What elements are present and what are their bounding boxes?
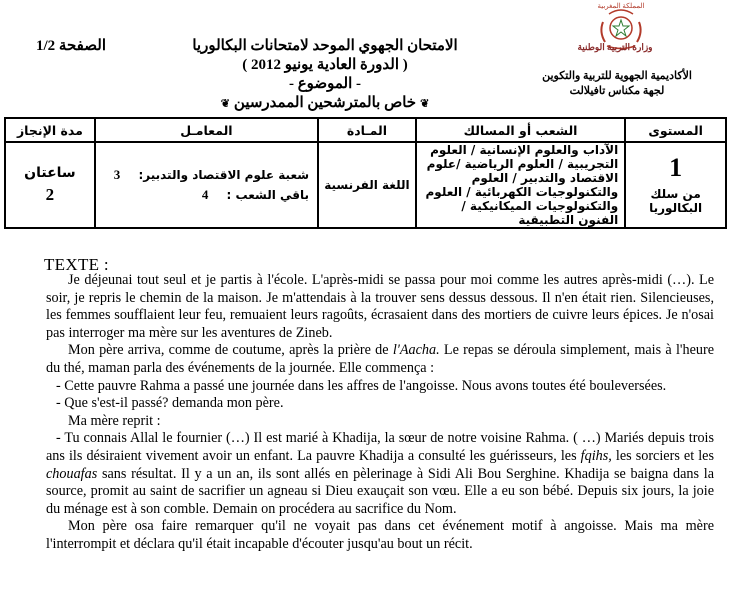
duration-number: 2 <box>45 185 55 204</box>
paragraph-5: Ma mère reprit : <box>68 412 161 429</box>
header-duration: مدة الإنجاز <box>5 118 95 142</box>
paragraph-3: - Cette pauvre Rahma a passé une journée dans les affres de l'angoisse. Nous avons toutes été bouleversées. <box>56 377 667 394</box>
duration-text: ساعتان <box>24 165 76 181</box>
paragraph-6-chouafas: chouafas <box>46 465 98 482</box>
paragraph-7: Mon père osa faire remarquer qu'il ne voyait pas dans cet événement motif à angoisse. Mais ma mère l'interrompit et déclara qu'il était incapable d'écouter jusqu'au bout un récit. <box>46 518 714 552</box>
paragraph-1: Je déjeunai tout seul et je partis à l'école. L'après-midi se passa pour moi comme les autres après-midi (…). Le soir, je repris le chemin de la maison. Je m'attendais à la trouver sens dessus dessous. Il n'en était rien. Silencieuses, les femmes soufflaient leur feu, remuaient leurs ragoûts, écrasaient dans des mortiers de cuivre leurs épices. Je n'osai pas interroger ma mère sur les aventures de Zineb. <box>46 272 714 341</box>
academy-line-2: لجهة مكناس تافيلالت <box>569 85 665 97</box>
table-header-row <box>5 118 726 142</box>
paragraph-2 <box>46 342 714 377</box>
paragraph-6-fqihs: fqihs, <box>580 447 612 464</box>
academy-line-1: الأكاديمية الجهوية للتربية والتكوين <box>542 70 692 82</box>
text-heading: TEXTE : <box>44 255 109 274</box>
cell-duration <box>5 142 95 228</box>
paragraph-2-part-a: Mon père arriva, comme de coutume, après la prière de <box>68 342 393 359</box>
level-number: 1 <box>669 153 683 182</box>
header-coefficient: المعامـل <box>95 118 318 142</box>
table-row <box>5 142 726 228</box>
level-text: من سلك البكالوريا <box>649 187 703 215</box>
coef-others-value: 4 <box>201 187 209 202</box>
title-line-3: - الموضوع - <box>288 76 362 92</box>
exam-header <box>0 0 731 116</box>
page-word: الصفحة <box>58 38 106 54</box>
header-streams: الشعب أو المسالك <box>416 118 625 142</box>
reading-passage <box>46 272 714 554</box>
paragraph-4: - Que s'est-il passé? demanda mon père. <box>56 395 284 412</box>
coef-economics-value: 3 <box>113 167 121 182</box>
paragraph-6 <box>46 430 714 518</box>
header-level: المستوى <box>625 118 726 142</box>
cell-coefficient <box>95 142 318 228</box>
kingdom-caption: المملكة المغربية <box>597 2 645 10</box>
cell-subject: اللغة الفرنسية <box>318 142 416 228</box>
header-subject: المـادة <box>318 118 416 142</box>
cell-level <box>625 142 726 228</box>
paragraph-2-part-b: Le repas se déroula simplement, mais à l'heure du thé, maman parla des événements de la journée. Elle commença : <box>46 342 714 376</box>
paragraph-2-italic: l'Aacha. <box>392 342 440 359</box>
coef-others-label: باقي الشعب : <box>226 188 310 202</box>
ministry-name: وزارة التربية الوطنية <box>577 42 653 52</box>
title-line-1: الامتحان الجهوي الموحد لامتحانات البكالوريا <box>192 38 458 54</box>
paragraph-6-part-a: - Tu connais Allal le fournier (…) Il est marié à Khadija, la sœur de notre voisine Rahma. ( …) Mariés depuis trois ans ils désiraient vivement avoir un enfant. La pauvre Khadija a consulté les guérisseurs, les <box>46 430 714 464</box>
paragraph-6-part-c: sans résultat. Il y a un an, ils sont allés en pèlerinage à Sidi Ali Bou Serghine. Khadija se baigna dans la source, promit au saint de sacrifier un agneau si Dieu exauçait son vœu. Elle a eu son bébé. Depuis six jours, la joie du ménage est à son comble. Demain on procédera au sacrifice du Nom. <box>46 465 714 517</box>
exam-info-table <box>4 117 727 229</box>
title-line-4: ❦ خاص بالمترشحين الممدرسين ❦ <box>160 94 490 114</box>
title-line-2: ( الدورة العادية يونيو 2012 ) <box>242 57 408 73</box>
academy-name <box>517 69 717 99</box>
coef-economics-label: شعبة علوم الاقتصاد والتدبير: <box>138 168 310 182</box>
exam-title <box>160 37 490 114</box>
page-number: 1/2 <box>36 38 56 54</box>
paragraph-6-part-b: les sorciers et les <box>611 447 714 464</box>
coef-row-others <box>96 185 309 205</box>
cell-streams: الآداب والعلوم الإنسانية / العلوم التجريبية / العلوم الرياضية /علوم الاقتصاد والتدبير / العلوم والتكنولوجيات الكهربائية / العلوم والتكنولوجيات الميكانيكية / الفنون التطبيقية <box>416 142 625 228</box>
page-indicator <box>22 36 106 55</box>
coef-row-economics <box>96 165 309 185</box>
